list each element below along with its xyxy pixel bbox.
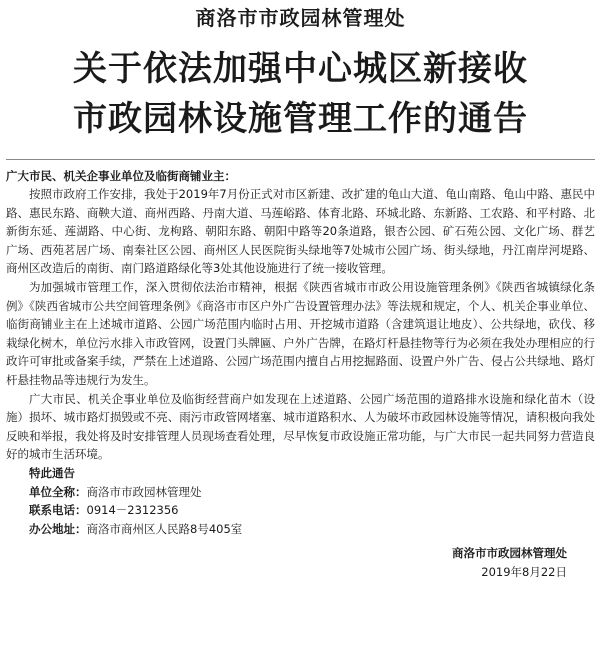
signature-date: 2019年8月22日 [481,564,567,579]
notice-tag: 特此通告 [29,465,75,480]
contact-org-key: 单位全称： [29,484,87,499]
contact-org [6,483,595,502]
paragraph-1: 按照市政府工作安排，我处于2019年7月份正式对市区新建、改扩建的龟山大道、龟山南路、龟山中路、惠民中路、惠民东路、商鞅大道、商州西路、丹南大道、马莲峪路、体育北路、环城北路、东新路、工农路、和平村路、北新街东延、莲湖路、中心街、龙枸路、朝阳东路、朝阳中路等20条道路，银杏公园、矿石苑公园、文化广场、群艺广场、西苑茗居广场、南秦社区公园、商州区人民医院街头绿地等7处城市公园广场、街头绿地，丹江南岸河堤路、商州区改造后的南街、南门路道路绿化等3处其他设施进行了统一接收管理。 [6,187,595,276]
headline-line-1: 关于依法加强中心城区新接收 [73,49,528,89]
headline-line-2: 市政园林设施管理工作的通告 [73,99,528,139]
paragraph-2: 为加强城市管理工作，深入贯彻依法治市精神，根据《陕西省城市市政公用设施管理条例》《陕西省城镇绿化条例》《陕西省城市公共空间管理条例》《商洛市市区户外广告设置管理办法》等法规和规定，个人、机关企事业单位、临街商铺业主在上述城市道路、公园广场范围内临时占用、开挖城市道路（含建筑退让地皮）、公共绿地，砍伐、移栽绿化树木，单位污水排入市政管网，设置门头牌匾、户外广告牌，在路灯杆悬挂物等行为必须在我处办理相应的行政许可审批或备案手续，严禁在上述道路、公园广场范围内擅自占用挖掘路面、设置户外广告、侵占公共绿地、路灯杆悬挂物品等违规行为发生。 [6,279,595,387]
contact-address-value: 商洛市商州区人民路8号405室 [86,521,243,536]
org-header: 商洛市市政园林管理处 [195,6,406,30]
divider [6,159,595,160]
contact-address-key: 办公地址： [29,521,87,536]
salutation: 广大市民、机关企事业单位及临街商铺业主： [6,169,236,183]
contact-phone-value: 0914－2312356 [86,503,179,518]
contact-phone [6,501,595,520]
paragraph-3: 广大市民、机关企事业单位及临街经营商户如发现在上述道路、公园广场范围的道路排水设施和绿化苗木（设施）损坏、城市路灯损毁或不亮、雨污市政管网堵塞、城市道路积水、人为破坏市政园林设施等情况，请积极向我处反映和举报，我处将及时安排管理人员现场查看处理，尽早恢复市政设施正常功能，与广大市民一起共同努力营造良好的城市生活环境。 [6,391,595,462]
contact-phone-key: 联系电话： [29,503,87,518]
contact-org-value: 商洛市市政园林管理处 [86,484,202,499]
signature-block [6,544,595,581]
contact-address [6,520,595,539]
signature-org: 商洛市市政园林管理处 [452,546,567,561]
